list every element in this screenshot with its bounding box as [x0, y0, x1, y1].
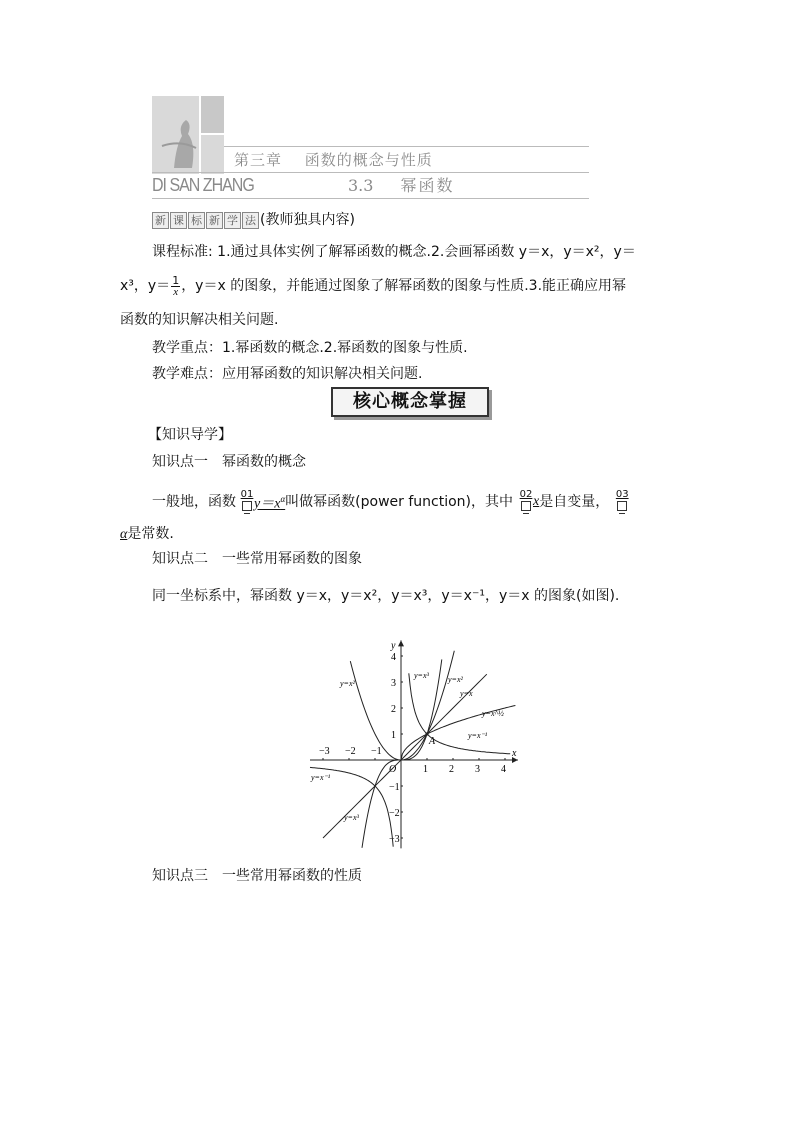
x-tick-label: 2 [449, 764, 454, 775]
marker-number: 01 [240, 489, 254, 500]
kp1-title: 知识点一 幂函数的概念 [152, 454, 306, 470]
curve-label: y=x⁻¹ [468, 731, 488, 740]
y-tick-label: −1 [389, 782, 400, 793]
y-tick-label: 2 [391, 704, 396, 715]
point-a-label: A [429, 736, 436, 747]
curve-label: y=x² [340, 679, 355, 688]
y-tick-label: −2 [389, 808, 400, 819]
x-tick-label: −2 [345, 746, 356, 757]
blank-marker-01 [240, 490, 254, 514]
header-rule-bottom [152, 198, 589, 199]
kp1-answer-1 [254, 489, 285, 515]
marker-number: 03 [615, 489, 629, 500]
blank-marker-03 [615, 490, 629, 514]
kp3-title: 知识点三 一些常用幂函数的性质 [152, 868, 362, 884]
x-tick-label: 3 [475, 764, 480, 775]
marker-dash [619, 513, 625, 514]
kp1-text-a: 一般地，函数 [152, 494, 236, 510]
kp1-text-b: 叫做幂函数(power function)，其中 [285, 494, 514, 510]
standards-line-3: 函数的知识解决相关问题. [120, 312, 279, 328]
section-title: 幂函数 [400, 176, 455, 195]
kp1-paragraph [152, 486, 629, 518]
tag-char: 标 [188, 212, 205, 229]
origin-label: O [389, 764, 397, 775]
tag-char: 新 [206, 212, 223, 229]
section-heading [348, 176, 455, 196]
x-tick-label: −3 [319, 746, 330, 757]
x-tick-label: 1 [423, 764, 428, 775]
banner-text: 核心概念掌握 [353, 391, 467, 412]
y-tick-label: −3 [389, 834, 400, 845]
marker-dash [523, 513, 529, 514]
y-axis-label: y [391, 640, 396, 652]
header-rule-mid [152, 172, 589, 173]
standards-line-2b: ，y＝x 的图象，并能通过图象了解幂函数的图象与性质.3.能正确应用幂 [181, 278, 627, 294]
kp2-text: 同一坐标系中，幂函数 y＝x，y＝x²，y＝x³，y＝x⁻¹，y＝x 的图象(如图). [152, 588, 620, 604]
difficulties: 教学难点：应用幂函数的知识解决相关问题. [152, 366, 423, 382]
header-rule-top [224, 146, 589, 147]
chapter-title: 函数的概念与性质 [304, 151, 433, 169]
side-text: DI SAN ZHANG [152, 176, 254, 196]
standards-line-1: 课程标准: 1.通过具体实例了解幂函数的概念.2.会画幂函数 y＝x，y＝x²，y＝ [152, 244, 636, 260]
fraction-numerator: 1 [172, 273, 180, 287]
y-tick-label: 4 [391, 652, 396, 663]
tag-char: 新 [152, 212, 169, 229]
marker-box [521, 501, 531, 511]
answer-1-text: y＝x [254, 496, 281, 512]
power-functions-graph [286, 614, 540, 858]
chapter-header [152, 96, 672, 200]
marker-number: 02 [519, 489, 533, 500]
chapter-label: 第三章 [234, 151, 283, 169]
marker-box [617, 501, 627, 511]
kp1-answer-3: α [120, 527, 128, 542]
y-tick-label: 1 [391, 730, 396, 741]
section-number: 3.3 [348, 176, 374, 195]
answer-1-sup: α [280, 494, 286, 505]
intro-tag [152, 210, 355, 230]
kp1-text-c: 是自变量， [539, 494, 610, 510]
core-concept-banner [331, 387, 489, 417]
tag-char: 课 [170, 212, 187, 229]
key-points: 教学重点：1.幂函数的概念.2.幂函数的图象与性质. [152, 340, 468, 356]
kp1-text-d: 是常数. [127, 526, 174, 542]
marker-box [242, 501, 252, 511]
kp1-answer-2: x [533, 494, 540, 509]
x-tick-label: −1 [371, 746, 382, 757]
blank-marker-02 [519, 490, 533, 514]
kp2-title: 知识点二 一些常用幂函数的图象 [152, 551, 362, 567]
fraction-denominator: x [173, 285, 179, 298]
x-axis-label: x [512, 748, 517, 759]
tag-char: 法 [242, 212, 259, 229]
marker-dash [244, 513, 250, 514]
series-x-squared [350, 651, 454, 760]
curve-label: y=x^½ [482, 709, 504, 718]
kp1-paragraph-end [120, 524, 174, 545]
chapter-label-row [234, 150, 433, 170]
tag-char: 学 [224, 212, 241, 229]
standards-line-2a: x³，y＝ [120, 278, 171, 294]
curve-label: y=x³ [414, 671, 429, 680]
y-axis-arrow-icon [398, 640, 404, 646]
chapter-decoration-icon [152, 96, 224, 174]
curve-label: y=x² [448, 675, 463, 684]
intro-note: (教师独具内容) [260, 212, 355, 228]
curve-label: y=x³ [344, 813, 359, 822]
y-tick-label: 3 [391, 678, 396, 689]
standards-line-2 [120, 268, 626, 304]
guide-heading: 【知识导学】 [148, 427, 232, 443]
curve-label: y=x [460, 689, 473, 698]
x-tick-label: 4 [501, 764, 506, 775]
fraction-1-over-x [171, 275, 180, 298]
curve-label: y=x⁻¹ [311, 773, 331, 782]
